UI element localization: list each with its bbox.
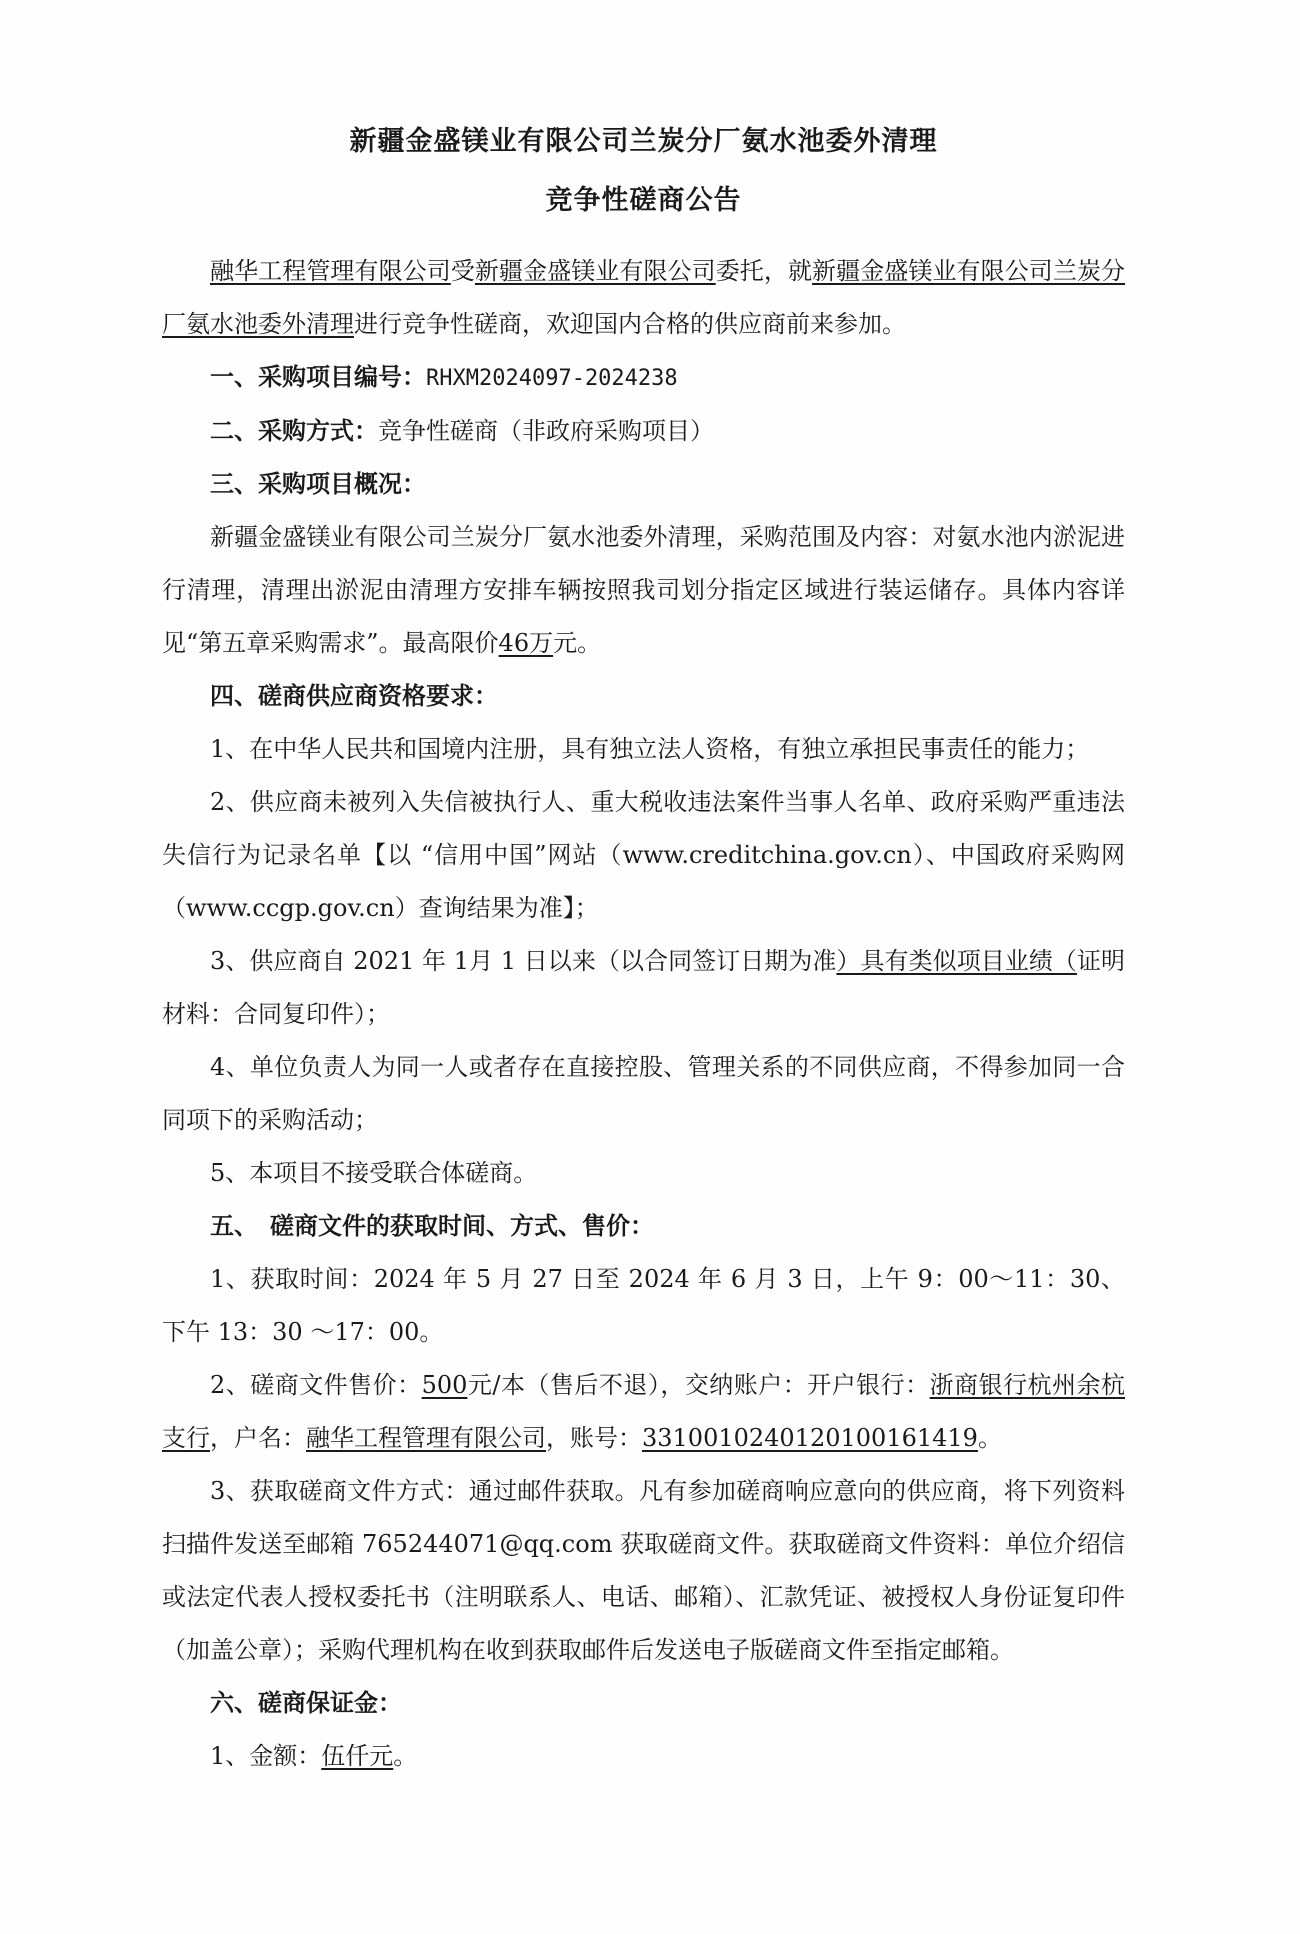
intro-text-3: 进行竞争性磋商，欢迎国内合格的供应商前来参加。 <box>354 310 906 338</box>
intro-paragraph <box>162 245 1125 351</box>
price-text-5: 。 <box>977 1424 1002 1452</box>
section-5-heading: 五、 磋商文件的获取时间、方式、售价： <box>210 1212 654 1240</box>
price-text-2: 元/本（售后不退），交纳账户：开户银行： <box>467 1371 930 1399</box>
section-4-heading: 四、磋商供应商资格要求： <box>210 682 498 710</box>
deposit-text-2: 。 <box>393 1742 418 1770</box>
qualification-item-1: 1、在中华人民共和国境内注册，具有独立法人资格，有独立承担民事责任的能力； <box>210 735 1090 763</box>
price-text-4: ，账号： <box>546 1424 642 1452</box>
document-title-line1: 新疆金盛镁业有限公司兰炭分厂氨水池委外清理 <box>349 126 938 157</box>
project-number: RHXM2024097-2024238 <box>426 366 678 391</box>
section-3-text: 新疆金盛镁业有限公司兰炭分厂氨水池委外清理，采购范围及内容：对氨水池内淤泥进行清理，清理出淤泥由清理方安排车辆按照我司划分指定区域进行装运储存。具体内容详见“第五章采购需求”。最高限价 <box>162 523 1125 657</box>
document-price-paragraph <box>162 1359 1125 1465</box>
deposit-amount: 伍仟元 <box>321 1742 394 1770</box>
section-3-text-end: 元。 <box>553 629 602 657</box>
intro-text-1: 受 <box>450 257 475 285</box>
procurement-method: 竞争性磋商（非政府采购项目） <box>378 417 714 445</box>
price-text-1: 2、磋商文件售价： <box>210 1371 422 1399</box>
intro-text-2: 委托，就 <box>715 257 813 285</box>
deposit-text-1: 1、金额： <box>210 1742 322 1770</box>
max-price: 46万 <box>498 629 554 657</box>
agency-name: 融华工程管理有限公司 <box>210 257 451 285</box>
document-title-line2: 竞争性磋商公告 <box>545 185 742 216</box>
account-name: 融华工程管理有限公司 <box>306 1424 546 1452</box>
qualification-item-2: 2、供应商未被列入失信被执行人、重大税收违法案件当事人名单、政府采购严重违法失信行为记录名单【以 “信用中国”网站（www.creditchina.gov.cn）、中国政府采购网（www.ccgp.gov.cn）查询结果为准】； <box>162 788 1125 922</box>
qualification-item-3-underlined: ）具有类似项目业绩（ <box>836 947 1077 975</box>
section-3-heading: 三、采购项目概况： <box>210 470 426 498</box>
acquisition-time: 1、获取时间：2024 年 5 月 27 日至 2024 年 6 月 3 日，上午 9：00～11：30、下午 13：30 ～17：00。 <box>162 1265 1125 1346</box>
acquisition-method: 3、获取磋商文件方式：通过邮件获取。凡有参加磋商响应意向的供应商，将下列资料扫描件发送至邮箱 765244071@qq.com 获取磋商文件。获取磋商文件资料：单位介绍信或法定代表人授权委托书（注明联系人、电话、邮箱）、汇款凭证、被授权人身份证复印件（加盖公章）；采购代理机构在收到获取邮件后发送电子版磋商文件至指定邮箱。 <box>162 1477 1125 1664</box>
section-6-heading: 六、磋商保证金： <box>210 1689 402 1717</box>
deposit-amount-paragraph <box>162 1730 1125 1783</box>
qualification-item-3-text-2: 证明材料：合同复印件）； <box>162 947 1126 1028</box>
project-name: 新疆金盛镁业有限公司兰炭分厂氨水池委外清理 <box>162 257 1126 338</box>
section-3-body <box>162 511 1125 670</box>
section-1 <box>162 351 1125 405</box>
document-price: 500 <box>421 1371 468 1399</box>
price-text-3: ，户名： <box>210 1424 306 1452</box>
section-2 <box>162 405 1125 458</box>
client-name: 新疆金盛镁业有限公司 <box>474 257 716 285</box>
qualification-item-3 <box>162 935 1125 1041</box>
qualification-item-4: 4、单位负责人为同一人或者存在直接控股、管理关系的不同供应商，不得参加同一合同项下的采购活动； <box>162 1053 1125 1134</box>
account-number: 3310010240120100161419 <box>642 1424 978 1452</box>
qualification-item-5: 5、本项目不接受联合体磋商。 <box>210 1159 538 1187</box>
bank-name: 浙商银行杭州余杭支行 <box>162 1371 1125 1452</box>
section-1-label: 一、采购项目编号： <box>210 363 426 391</box>
qualification-item-3-text-1: 3、供应商自 2021 年 1月 1 日以来（以合同签订日期为准 <box>210 947 837 975</box>
section-2-label: 二、采购方式： <box>210 417 378 445</box>
